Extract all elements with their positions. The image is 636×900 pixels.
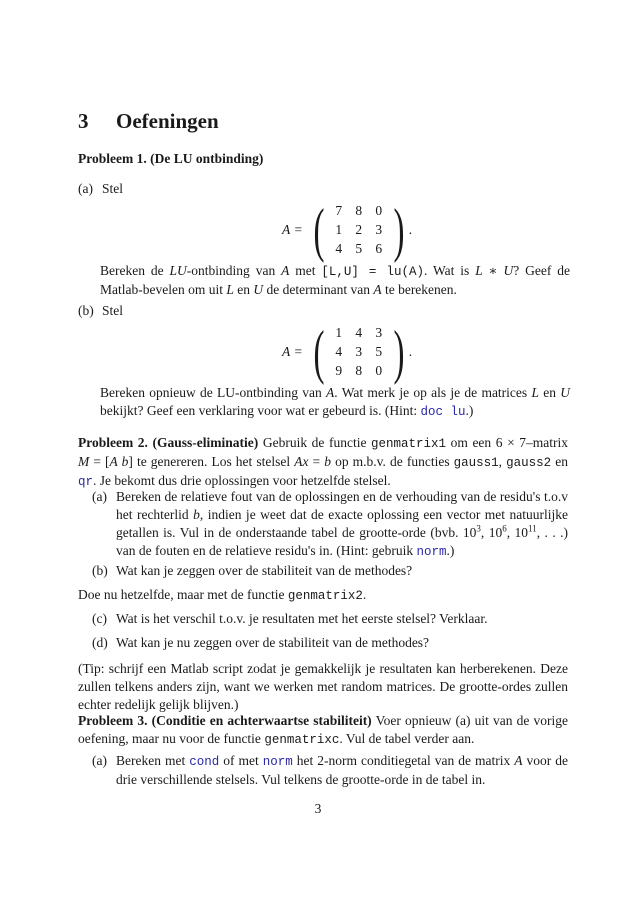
code-gauss2: gauss2 (506, 456, 552, 470)
item-2d-label: (d) (92, 635, 108, 650)
text: en (551, 454, 568, 469)
math: L (531, 385, 539, 400)
item-1a-body (100, 262, 570, 299)
text: Voer opnieuw (a) uit van de vorige oefening, maar nu voor de functie (78, 713, 569, 746)
matrix-entry: 4 (335, 241, 343, 256)
code-genmatrix2: genmatrix2 (287, 589, 363, 603)
text: de determinant van (263, 282, 374, 297)
math: b (193, 507, 200, 522)
math: L (226, 282, 234, 297)
exponent: 3 (476, 523, 481, 534)
math: A b (109, 454, 129, 469)
problem-2-intro (78, 434, 568, 491)
item-1b-label: (b) (78, 303, 94, 318)
item-2c-text: Wat is het verschil t.o.v. je resultaten met het eerste stelsel? Verklaar. (116, 611, 488, 626)
matrix-entry: 4 (335, 344, 343, 359)
item-3a-label: (a) (92, 753, 107, 768)
item-2d-text: Wat kan je nu zeggen over de stabiliteit van de methodes? (116, 635, 430, 650)
text: het 2-norm conditiegetal van de matrix (292, 753, 515, 768)
problem-1-subtitle: (De LU ontbinding) (150, 151, 264, 166)
section-number: 3 (78, 109, 89, 133)
text: . Vul de tabel verder aan. (339, 731, 475, 746)
item-1a-intro: Stel (102, 181, 124, 196)
matrix-entry: 6 (375, 241, 383, 256)
text: , 10 (506, 525, 529, 540)
matrix-entry: 0 (375, 363, 383, 378)
text: met (289, 263, 322, 278)
text: = [ (89, 454, 110, 469)
matrix-row (329, 240, 389, 259)
text: , . . .) van de fouten en de relatieve residu's in. (Hint: gebruik (116, 525, 568, 558)
text: . Wat is (423, 263, 476, 278)
text: Bereken de relatieve fout van de oplossingen en de verhouding van de residu's t.o.v het rechterlid (116, 489, 568, 522)
matrix-entry: 4 (355, 325, 363, 340)
matrix-entry: 3 (355, 344, 363, 359)
text: . (362, 587, 367, 602)
matrix-entry: 8 (355, 363, 363, 378)
code-gauss1: gauss1 (453, 456, 499, 470)
problem-3-label: Probleem 3. (78, 713, 148, 728)
left-paren: ( (313, 197, 325, 263)
matrix-row (329, 362, 389, 381)
text: Doe nu hetzelfde, maar met de functie (78, 587, 288, 602)
matrix-entry: 5 (355, 241, 363, 256)
matrix-a-2 (282, 319, 413, 385)
text: Bereken met (116, 753, 190, 768)
text: , 10 (480, 525, 503, 540)
text: .) (465, 403, 474, 418)
problem-2-label: Probleem 2. (78, 435, 148, 450)
math: U (560, 385, 570, 400)
problem-3-subtitle: (Conditie en achterwaartse stabiliteit) (151, 713, 372, 728)
text: Bereken de (100, 263, 170, 278)
math: Ax (294, 454, 309, 469)
matrix-a-1 (282, 197, 413, 263)
item-2a-body (116, 488, 568, 561)
text: en (233, 282, 254, 297)
item-2a-label: (a) (92, 489, 107, 504)
matrix-row (329, 202, 389, 221)
matrix-entry: 2 (355, 222, 363, 237)
matrix-row (329, 324, 389, 343)
code-genmatrixc: genmatrixc (264, 733, 340, 747)
matrix-a-2-entries (329, 324, 389, 381)
item-1b-body (100, 384, 570, 421)
right-paren: ) (393, 319, 405, 385)
text: Gebruik de functie (258, 435, 372, 450)
matrix-a-2-period: . (408, 344, 413, 359)
code-norm: norm (262, 755, 293, 769)
math: M (78, 454, 90, 469)
matrix-a-1-entries (329, 202, 389, 259)
math: U (253, 282, 264, 297)
text: om een 6 × 7–matrix (446, 435, 569, 450)
problem-2-subtitle: (Gauss-eliminatie) (152, 435, 259, 450)
text: .) (446, 543, 455, 558)
matrix-a-1-period: . (408, 222, 413, 237)
matrix-a-1-lhs: A = (282, 222, 303, 237)
code-norm: norm (416, 545, 447, 559)
text: op m.b.v. de functies (331, 454, 454, 469)
right-paren: ) (393, 197, 405, 263)
matrix-entry: 7 (335, 203, 343, 218)
code-qr: qr (78, 475, 94, 489)
page-number: 3 (314, 801, 322, 816)
math: A (326, 385, 335, 400)
matrix-entry: 5 (375, 344, 383, 359)
exponent: 6 (502, 523, 507, 534)
text: te berekenen. (381, 282, 457, 297)
text: ? Geef de Matlab-bevelen om uit (100, 263, 570, 297)
tip-text: (Tip: schrijf een Matlab script zodat je gemakkelijk je resultaten kan herberekenen. Deze zullen telkens anders zijn, want we werken met random matrices. De grootte-ordes zullen echter redelijk gelijk blijven.) (78, 661, 568, 712)
problem-2-continue (78, 586, 568, 605)
problem-1-label: Probleem 1. (78, 151, 147, 166)
left-paren: ( (313, 319, 325, 385)
code-lu: [L,U] = lu(A) (321, 265, 424, 279)
matrix-entry: 9 (335, 363, 343, 378)
section-title: Oefeningen (116, 109, 219, 133)
text: of met (219, 753, 263, 768)
code-genmatrix1: genmatrix1 (371, 437, 447, 451)
item-2c-label: (c) (92, 611, 107, 626)
math: A (281, 263, 290, 278)
matrix-entry: 1 (335, 222, 343, 237)
text: . Wat merk je op als je de matrices (334, 385, 532, 400)
matrix-entry: 3 (375, 325, 383, 340)
item-2b-label: (b) (92, 563, 108, 578)
matrix-entry: 3 (375, 222, 383, 237)
math: LU (169, 263, 187, 278)
matrix-entry: 8 (355, 203, 363, 218)
item-2b-text: Wat kan je zeggen over de stabiliteit van de methodes? (116, 563, 413, 578)
problem-3-intro (78, 712, 568, 749)
text: , indien je weet dat de exacte oplossing een vector met natuurlijke getallen is. Vul in de onderstaande tabel de grootte-orde (bvb. 10 (116, 507, 568, 540)
matrix-row (329, 221, 389, 240)
matrix-a-2-lhs: A = (282, 344, 303, 359)
code-doc-lu: doc lu (420, 405, 466, 419)
text: ] te genereren. Los het stelsel (128, 454, 295, 469)
text: . Je bekomt dus drie oplossingen voor hetzelfde stelsel. (93, 473, 391, 488)
text: Bereken opnieuw de LU-ontbinding van (100, 385, 327, 400)
math: b (324, 454, 331, 469)
text: -ontbinding van (186, 263, 282, 278)
text: en (538, 385, 561, 400)
text: = (308, 454, 325, 469)
item-3a-body (116, 752, 568, 789)
matrix-row (329, 343, 389, 362)
text: bekijkt? Geef een verklaring voor wat er gebeurd is. (Hint: (100, 403, 421, 418)
item-1a-label: (a) (78, 181, 93, 196)
problem-1-heading (78, 150, 568, 168)
item-1b-intro: Stel (102, 303, 124, 318)
text: voor de drie verschillende stelsels. Vul telkens de grootte-orde in de tabel in. (116, 753, 568, 787)
matrix-entry: 1 (335, 325, 343, 340)
exponent: 11 (528, 523, 537, 534)
math: L ∗ U (475, 263, 514, 278)
code-cond: cond (189, 755, 220, 769)
text: , (498, 454, 507, 469)
math: A (373, 282, 382, 297)
matrix-entry: 0 (375, 203, 383, 218)
math: A (514, 753, 523, 768)
section-heading (78, 109, 219, 133)
